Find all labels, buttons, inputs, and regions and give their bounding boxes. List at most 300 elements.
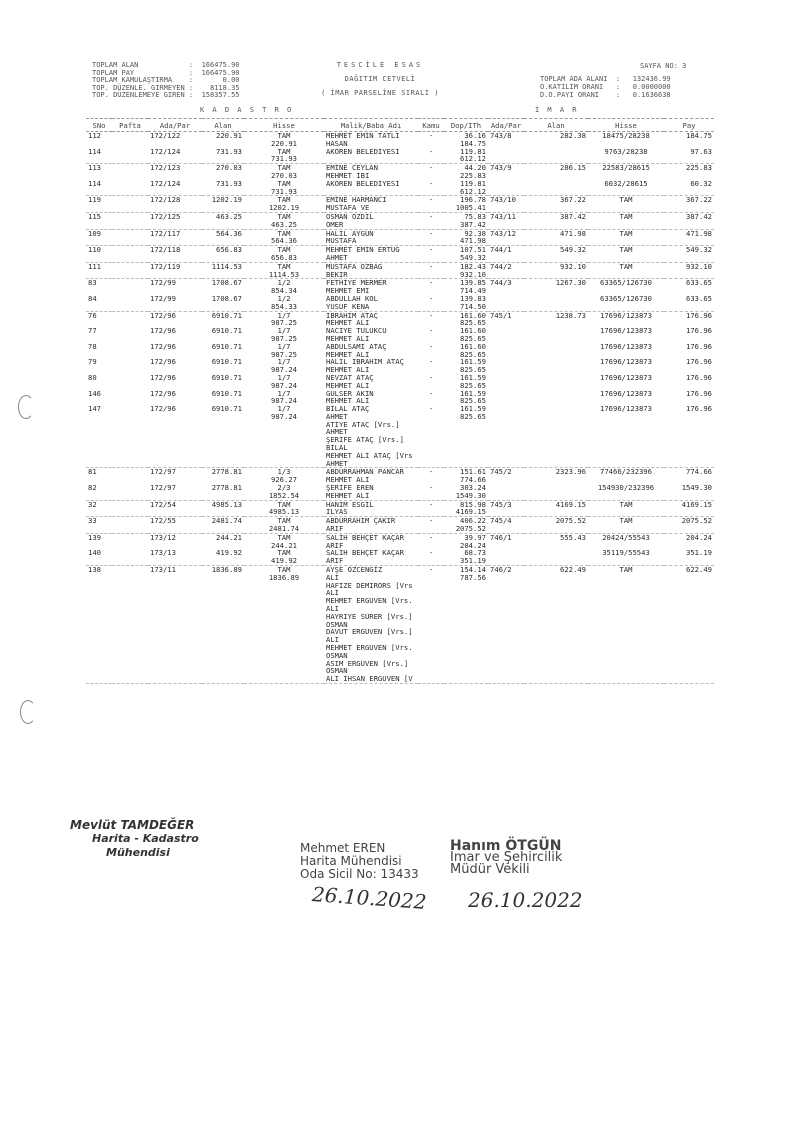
dop-deduction <box>444 500 488 517</box>
parcel-sno <box>86 132 112 164</box>
cadastral-area-line: 1114.53 <box>211 261 242 271</box>
parcel-sno <box>86 229 112 246</box>
zoning-area: 387.42 <box>524 212 588 229</box>
cadastral-share-line: 656.83 <box>271 252 297 262</box>
owner-name-line: MEHMET ERGÜVEN [Vrs. <box>326 597 413 606</box>
column-header: Hisse <box>244 119 324 132</box>
cadastral-area-line: 270.03 <box>216 163 242 173</box>
cadastral-ada-parsel-line: 172/96 <box>150 388 176 398</box>
allocated-pay-line: 4169.15 <box>681 499 712 509</box>
zoning-share-line: 17696/123873 <box>600 341 652 351</box>
cadastral-share <box>244 229 324 246</box>
public-deduction <box>418 500 444 517</box>
allocated-pay <box>664 311 714 468</box>
owner-name-line: OSMAN ÖZDİL <box>326 212 374 221</box>
kadastro-band: K A D A S T R O <box>200 106 294 114</box>
public-deduction-line: - <box>428 245 434 255</box>
cadastral-area-line: 6910.71 <box>211 341 242 351</box>
owner-name-line: SALİH BEHÇET KAÇAR <box>326 533 404 542</box>
parcel-sno <box>86 279 112 311</box>
cadastral-ada-parsel-line: 172/97 <box>150 467 176 477</box>
document-title: TESCİLE ESAS <box>336 61 424 69</box>
zoning-share-line: TAM <box>619 195 633 205</box>
public-deduction <box>418 262 444 279</box>
public-deduction <box>418 311 444 468</box>
dop-deduction <box>444 262 488 279</box>
owner-name-line: BEKİR <box>326 270 348 279</box>
allocated-pay <box>664 468 714 500</box>
allocated-pay <box>664 246 714 263</box>
cadastral-share-line: 1/7 <box>277 326 291 336</box>
owner-name-line: MEHMET ALİ <box>326 366 370 374</box>
cadastral-share-line: 419.92 <box>271 556 297 566</box>
cadastral-ada-parsel-line: 173/11 <box>150 565 176 575</box>
cadastral-area-line: 731.93 <box>216 146 242 156</box>
dop-deduction-line: 119.81 <box>460 146 486 156</box>
owner-name-line: AHMET <box>326 428 348 437</box>
zoning-share-line: TAM <box>619 211 633 221</box>
summary-line: TOP. DÜZENLEMEYE GIREN : 158357.55 <box>92 91 240 100</box>
cadastral-area <box>202 468 244 500</box>
zoning-area: 282.38 <box>524 132 588 164</box>
zoning-ada-parsel: 745/2 <box>488 468 524 500</box>
dop-deduction-line: 825.65 <box>460 365 486 375</box>
cadastral-area-line: 2778.81 <box>211 483 242 493</box>
allocated-pay-line: 204.24 <box>686 532 712 542</box>
public-deduction-line: - <box>428 211 434 221</box>
dop-deduction-line: 825.65 <box>460 333 486 343</box>
allocated-pay-line: 176.96 <box>686 326 712 336</box>
owner-name-line: HAFİZE DEMİRÖRS [Vrs <box>326 581 413 590</box>
dop-deduction-line: 182.43 <box>460 261 486 271</box>
dop-deduction-line: 75.83 <box>464 211 486 221</box>
signer-title: Harita Mühendisi <box>300 854 402 868</box>
allocated-pay <box>664 229 714 246</box>
zoning-share-line: 63365/126730 <box>600 278 652 288</box>
cadastral-ada-parsel <box>148 262 202 279</box>
cadastral-ada-parsel-line: 172/128 <box>150 195 181 205</box>
public-deduction-line: - <box>428 178 434 188</box>
zoning-share-line: TAM <box>619 565 633 575</box>
zoning-ada-parsel: 743/8 <box>488 132 524 164</box>
owner-name-line: MEHMET EMİ <box>326 287 370 295</box>
table-header-row <box>86 119 714 132</box>
pafta <box>112 132 148 164</box>
cadastral-share-line: 987.25 <box>271 333 297 343</box>
owner-name-line: SALİH BEHÇET KAÇAR <box>326 549 404 558</box>
zoning-area: 555.43 <box>524 533 588 565</box>
pafta <box>112 229 148 246</box>
owner-name-line: ARİF <box>326 557 344 566</box>
public-deduction-line: - <box>428 483 434 493</box>
zoning-share-line: 6032/28615 <box>604 178 648 188</box>
cadastral-share-line: 731.93 <box>271 154 297 164</box>
dop-deduction-line: 68.73 <box>464 548 486 558</box>
dop-deduction-line: 151.61 <box>460 467 486 477</box>
cadastral-area-line: 6910.71 <box>211 326 242 336</box>
cadastral-share-line: 987.24 <box>271 365 297 375</box>
signer-name: Mehmet EREN <box>300 841 386 855</box>
cadastral-ada-parsel <box>148 500 202 517</box>
cadastral-area <box>202 311 244 468</box>
owner-name <box>324 212 418 229</box>
public-deduction <box>418 279 444 311</box>
owner-name-line: AYŞE ÖZCENGİZ <box>326 566 383 574</box>
signer-title: İmar ve Şehircilik <box>450 850 563 865</box>
public-deduction <box>418 196 444 213</box>
owner-name-line: İBRAHİM ATAÇ <box>326 311 378 320</box>
allocated-pay-line: 932.10 <box>686 261 712 271</box>
table-row <box>86 566 714 684</box>
cadastral-share-line: 270.03 <box>271 170 297 180</box>
cadastral-area <box>202 132 244 164</box>
owner-name-line: HANIM ESGİL <box>326 500 374 509</box>
imar-band: İ M A R <box>535 106 579 114</box>
dop-deduction <box>444 164 488 196</box>
parcel-sno <box>86 517 112 534</box>
cadastral-ada-parsel-line: 172/99 <box>150 278 176 288</box>
dop-deduction <box>444 517 488 534</box>
table-row <box>86 212 714 229</box>
cadastral-share <box>244 212 324 229</box>
pafta <box>112 533 148 565</box>
parcel-sno-line: 111 <box>88 261 101 271</box>
cadastral-area-line: 6910.71 <box>211 310 242 320</box>
owner-name-line: GÜLSER AKIN <box>326 389 374 398</box>
dop-deduction-line: 92.38 <box>464 228 486 238</box>
zoning-ada-parsel: 745/4 <box>488 517 524 534</box>
dop-deduction-line: 714.50 <box>460 301 486 311</box>
parcel-sno <box>86 500 112 517</box>
cadastral-share-line: 4985.13 <box>268 507 300 517</box>
zoning-area: 471.98 <box>524 229 588 246</box>
parcel-sno-line: 138 <box>88 565 101 575</box>
allocated-pay <box>664 500 714 517</box>
dop-deduction-line: 161.59 <box>460 388 486 398</box>
dop-deduction-line: 139.85 <box>460 278 486 288</box>
zoning-area: 622.49 <box>524 566 588 684</box>
zoning-share <box>588 566 664 684</box>
binder-hole-mark <box>18 395 34 419</box>
cadastral-ada-parsel <box>148 132 202 164</box>
cadastral-ada-parsel <box>148 311 202 468</box>
allocated-pay-line: 471.98 <box>686 228 712 238</box>
owner-name-line: ABDULSAMİ ATAÇ <box>326 342 387 351</box>
cadastral-area-line: 2778.81 <box>211 467 242 477</box>
zoning-area: 2323.96 <box>524 468 588 500</box>
dop-deduction-line: 204.24 <box>460 540 486 550</box>
signature-date: 26.10.2022 <box>468 888 583 912</box>
cadastral-area-line: 419.92 <box>216 548 242 558</box>
allocated-pay-line: 176.96 <box>686 310 712 320</box>
pafta <box>112 212 148 229</box>
cadastral-share-line: 987.24 <box>271 396 297 406</box>
cadastral-area-line: 1708.67 <box>211 293 242 303</box>
owner-name <box>324 246 418 263</box>
owner-name <box>324 262 418 279</box>
public-deduction-line: - <box>428 565 434 575</box>
allocated-pay-line: 97.63 <box>690 146 712 156</box>
zoning-share-line: 22583/28615 <box>602 163 650 173</box>
dop-deduction-line: 161.60 <box>460 310 486 320</box>
public-deduction-line: - <box>428 404 434 414</box>
summary-line: TOPLAM ALAN : 166475.90 <box>92 61 240 69</box>
table-row <box>86 468 714 500</box>
dop-deduction-line: 825.65 <box>460 318 486 328</box>
cadastral-area-line: 244.21 <box>216 532 242 542</box>
zoning-share-line: TAM <box>619 261 633 271</box>
cadastral-share <box>244 311 324 468</box>
table-row <box>86 279 714 311</box>
column-header: Pafta <box>112 119 148 132</box>
cadastral-share-line: 1/2 <box>277 293 291 303</box>
cadastral-ada-parsel-line: 172/99 <box>150 293 176 303</box>
parcel-sno <box>86 533 112 565</box>
distribution-table <box>86 118 714 684</box>
owner-name-line: AKÖREN BELEDİYESİ <box>326 147 400 156</box>
cadastral-share-line: TAM <box>277 565 291 575</box>
dop-deduction <box>444 132 488 164</box>
allocated-pay-line: 774.66 <box>686 467 712 477</box>
pafta <box>112 468 148 500</box>
public-deduction-line: - <box>428 131 434 140</box>
owner-name <box>324 196 418 213</box>
allocated-pay <box>664 196 714 213</box>
allocated-pay-line: 387.42 <box>686 211 712 221</box>
cadastral-area <box>202 533 244 565</box>
zoning-area: 286.15 <box>524 164 588 196</box>
summary-totals <box>92 62 240 100</box>
cadastral-share-line: TAM <box>277 516 291 526</box>
cadastral-ada-parsel-line: 172/96 <box>150 326 176 336</box>
parcel-sno-line: 115 <box>88 211 101 221</box>
public-deduction-line: - <box>428 326 434 336</box>
zoning-share <box>588 500 664 517</box>
public-deduction-line: - <box>428 146 434 156</box>
zoning-share-line: 9763/28238 <box>604 146 648 156</box>
table-row <box>86 246 714 263</box>
dop-deduction-line: 303.24 <box>460 483 486 493</box>
dop-deduction-line: 139.83 <box>460 293 486 303</box>
zoning-share-line: TAM <box>619 228 633 238</box>
cadastral-share <box>244 196 324 213</box>
ada-summary-line: D.O.PAYI ORANI : 0.1636638 <box>540 91 671 99</box>
dop-deduction-line: 825.65 <box>460 380 486 390</box>
owner-name-line: HALİL AYGÜN <box>326 229 374 238</box>
public-deduction-line: - <box>428 532 434 542</box>
document-title-block <box>300 58 460 100</box>
cadastral-share-line: 987.25 <box>271 349 297 359</box>
column-header: Ada/Par <box>488 119 524 132</box>
pafta <box>112 311 148 468</box>
dop-deduction-line: 161.60 <box>460 326 486 336</box>
zoning-share <box>588 212 664 229</box>
column-header: Pay <box>664 119 714 132</box>
owner-name-line: MEHMET ALİ <box>326 319 370 328</box>
parcel-sno-line: 81 <box>88 467 97 477</box>
zoning-share-line: TAM <box>619 516 633 526</box>
dop-deduction-line: 825.65 <box>460 349 486 359</box>
public-deduction-line: - <box>428 467 434 477</box>
cadastral-area <box>202 500 244 517</box>
allocated-pay <box>664 517 714 534</box>
allocated-pay <box>664 533 714 565</box>
cadastral-area-line: 1202.19 <box>211 195 242 205</box>
allocated-pay <box>664 164 714 196</box>
zoning-share <box>588 246 664 263</box>
zoning-share <box>588 468 664 500</box>
dop-deduction <box>444 279 488 311</box>
owner-name-line: MEHMET ALİ ATAÇ [Vrs <box>326 451 413 460</box>
cadastral-area-line: 6910.71 <box>211 388 242 398</box>
parcel-sno-line: 78 <box>88 341 97 351</box>
public-deduction-line: - <box>428 516 434 526</box>
cadastral-area-line: 6910.71 <box>211 357 242 367</box>
dop-deduction-line: 471.98 <box>460 236 486 246</box>
dop-deduction <box>444 533 488 565</box>
cadastral-area-line: 1836.89 <box>211 565 242 575</box>
cadastral-share <box>244 246 324 263</box>
dop-deduction-line: 787.56 <box>460 572 486 582</box>
zoning-share-line: 77466/232396 <box>600 467 652 477</box>
dop-deduction-line: 184.75 <box>460 138 486 148</box>
cadastral-share-line: 1/3 <box>277 467 291 477</box>
cadastral-share-line: 1852.54 <box>268 490 300 500</box>
cadastral-share-line: TAM <box>277 261 291 271</box>
summary-line: TOPLAM PAY : 166475.90 <box>92 68 240 77</box>
cadastral-ada-parsel-line: 173/13 <box>150 548 176 558</box>
parcel-sno-line: 113 <box>88 163 101 173</box>
dop-deduction-line: 36.16 <box>464 131 486 140</box>
cadastral-share-line: TAM <box>277 499 291 509</box>
owner-name-line: HAYRİYE SÜRER [Vrs.] <box>326 612 413 621</box>
zoning-share <box>588 311 664 468</box>
column-header: Malik/Baba Adı <box>324 119 418 132</box>
dop-deduction-line: 161.59 <box>460 357 486 367</box>
cadastral-share <box>244 500 324 517</box>
cadastral-share-line: 220.91 <box>271 138 297 148</box>
cadastral-share-line: 987.24 <box>271 380 297 390</box>
cadastral-share-line: 926.27 <box>271 475 297 485</box>
cadastral-share-line: TAM <box>277 178 291 188</box>
zoning-ada-parsel: 745/3 <box>488 500 524 517</box>
zoning-share-line: 17696/123873 <box>600 372 652 382</box>
cadastral-area <box>202 517 244 534</box>
cadastral-ada-parsel-line: 172/122 <box>150 131 181 140</box>
cadastral-ada-parsel-line: 172/55 <box>150 516 176 526</box>
cadastral-share-line: TAM <box>277 211 291 221</box>
dop-deduction-line: 612.12 <box>460 186 486 196</box>
parcel-sno-line: 140 <box>88 548 101 558</box>
dop-deduction-line: 714.49 <box>460 286 486 296</box>
allocated-pay-line: 176.96 <box>686 357 712 367</box>
cadastral-share-line: TAM <box>277 532 291 542</box>
parcel-sno <box>86 262 112 279</box>
cadastral-share-line: 463.25 <box>271 219 297 229</box>
cadastral-share-line: 1/7 <box>277 388 291 398</box>
cadastral-share <box>244 517 324 534</box>
public-deduction <box>418 229 444 246</box>
public-deduction-line: - <box>428 293 434 303</box>
allocated-pay <box>664 262 714 279</box>
owner-name-line: ÖMER <box>326 220 344 229</box>
public-deduction-line: - <box>428 310 434 320</box>
zoning-share-line: TAM <box>619 245 633 255</box>
cadastral-area <box>202 246 244 263</box>
parcel-sno-line: 33 <box>88 516 97 526</box>
dop-deduction-line: 387.42 <box>460 219 486 229</box>
table-row <box>86 196 714 213</box>
public-deduction-line: - <box>428 278 434 288</box>
cadastral-share-line: 854.33 <box>271 301 297 311</box>
signature-date: 26.10.2022 <box>311 882 428 914</box>
cadastral-ada-parsel-line: 172/96 <box>150 310 176 320</box>
cadastral-ada-parsel <box>148 517 202 534</box>
dop-deduction-line: 815.98 <box>460 499 486 509</box>
cadastral-ada-parsel <box>148 196 202 213</box>
allocated-pay-line: 176.96 <box>686 372 712 382</box>
zoning-area: 4169.15 <box>524 500 588 517</box>
column-header: Alan <box>202 119 244 132</box>
cadastral-share <box>244 533 324 565</box>
pafta <box>112 500 148 517</box>
zoning-share-line: 17696/123873 <box>600 357 652 367</box>
cadastral-share-line: 1/7 <box>277 310 291 320</box>
cadastral-share-line: 1/7 <box>277 341 291 351</box>
cadastral-ada-parsel-line: 172/96 <box>150 341 176 351</box>
signature-engineer <box>300 842 419 881</box>
owner-name-line: ARİF <box>326 541 344 550</box>
zoning-area: 1267.30 <box>524 279 588 311</box>
allocated-pay-line: 1549.30 <box>681 483 712 493</box>
owner-name-line: OSMAN <box>326 651 348 660</box>
zoning-ada-parsel: 746/2 <box>488 566 524 684</box>
allocated-pay-line: 622.49 <box>686 565 712 575</box>
zoning-ada-parsel: 744/2 <box>488 262 524 279</box>
column-header: Hisse <box>588 119 664 132</box>
summary-line: TOP. DÜZENLE. GIRMEYEN : 8118.35 <box>92 83 240 92</box>
owner-name-line: MEHMET ERGÜVEN [Vrs. <box>326 644 413 652</box>
owner-name-line: ALİ <box>326 605 339 613</box>
allocated-pay-line: 2075.52 <box>681 516 712 526</box>
cadastral-share-line: 564.36 <box>271 236 297 246</box>
table-row <box>86 229 714 246</box>
dop-deduction-line: 2075.52 <box>455 524 486 534</box>
owner-name-line: BİLAL ATAÇ <box>326 405 370 413</box>
zoning-share-line: TAM <box>619 499 633 509</box>
dop-deduction <box>444 196 488 213</box>
cadastral-area <box>202 566 244 684</box>
parcel-sno-line: 109 <box>88 228 101 238</box>
zoning-ada-parsel: 745/1 <box>488 311 524 468</box>
cadastral-area <box>202 229 244 246</box>
cadastral-area-line: 2481.74 <box>211 516 242 526</box>
parcel-sno <box>86 164 112 196</box>
cadastral-ada-parsel-line: 172/123 <box>150 163 181 173</box>
owner-name-line: MEHMET ALİ <box>326 476 370 485</box>
owner-name-line: AHMET <box>326 459 348 468</box>
cadastral-share-line: TAM <box>277 228 291 238</box>
owner-name <box>324 517 418 534</box>
owner-name-line: AKÖREN BELEDİYESİ <box>326 179 400 188</box>
dop-deduction <box>444 468 488 500</box>
cadastral-share-line: 1836.89 <box>268 572 300 582</box>
dop-deduction-line: 196.78 <box>460 195 486 205</box>
zoning-share <box>588 279 664 311</box>
cadastral-share-line: TAM <box>277 163 291 173</box>
table-row <box>86 500 714 517</box>
owner-name-line: ALİ İHSAN ERGÜVEN [V <box>326 675 413 683</box>
